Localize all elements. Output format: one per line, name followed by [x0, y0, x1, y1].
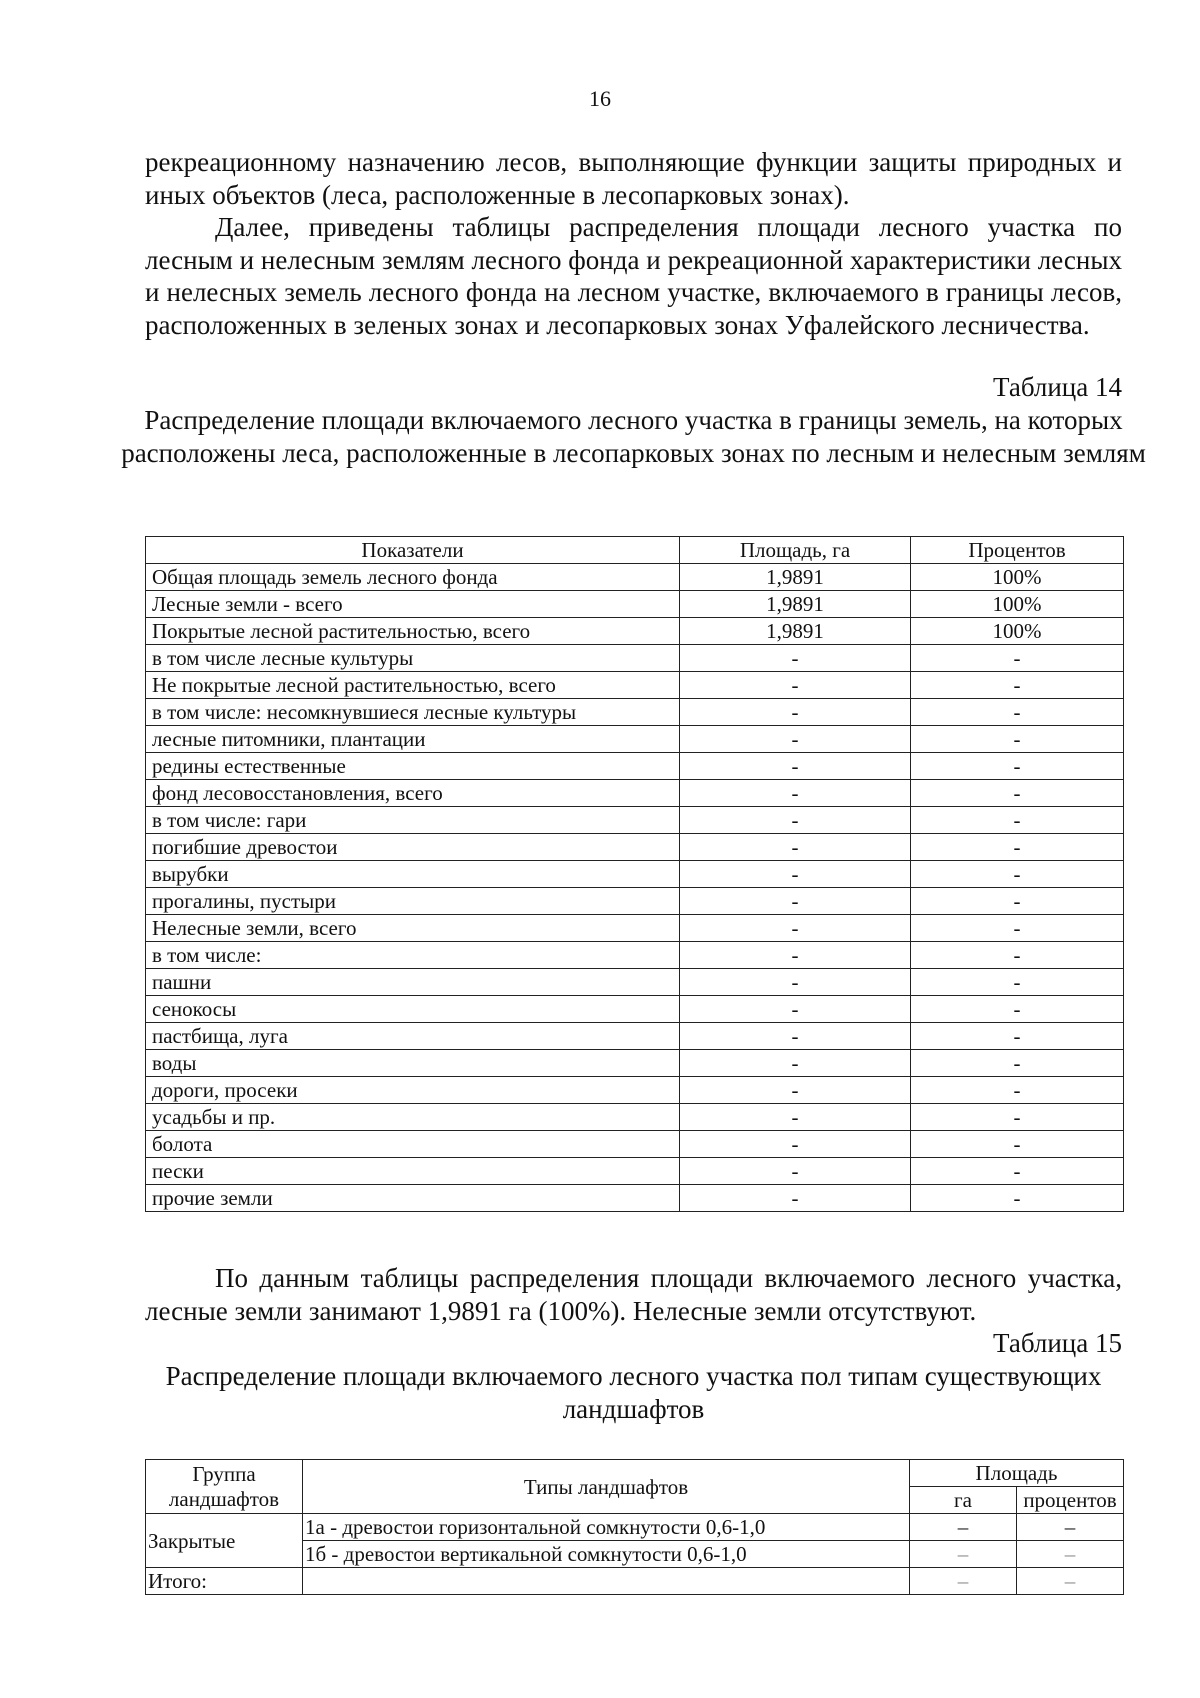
percent-cell: - [911, 1104, 1124, 1131]
percent-cell: - [911, 1023, 1124, 1050]
intro-paragraph-1: рекреационному назначению лесов, выполняющие функции защиты природных и иных объектов (леса, расположенные в лесопарковых зонах). [145, 147, 1122, 210]
area-cell: - [680, 1158, 911, 1185]
indicator-cell: сенокосы [146, 996, 680, 1023]
area-cell: - [680, 861, 911, 888]
indicator-cell: Нелесные земли, всего [146, 915, 680, 942]
area-cell: - [680, 969, 911, 996]
type-cell: 1б - древостои вертикальной сомкнутости 0,6-1,0 [303, 1541, 910, 1568]
percent-cell: - [911, 780, 1124, 807]
area-cell: - [680, 915, 911, 942]
area-cell: - [680, 888, 911, 915]
percent-cell: - [911, 1050, 1124, 1077]
indicator-cell: усадьбы и пр. [146, 1104, 680, 1131]
total-type-cell [303, 1568, 910, 1595]
percent-cell: - [911, 861, 1124, 888]
percent-cell: - [911, 888, 1124, 915]
area-cell: - [680, 1050, 911, 1077]
percent-cell: – [1017, 1541, 1124, 1568]
table-row [146, 915, 1124, 942]
indicator-cell: Покрытые лесной растительностью, всего [146, 618, 680, 645]
indicator-cell: Общая площадь земель лесного фонда [146, 564, 680, 591]
indicator-cell: прочие земли [146, 1185, 680, 1212]
table-row [146, 942, 1124, 969]
indicator-cell: редины естественные [146, 753, 680, 780]
indicator-cell: фонд лесовосстановления, всего [146, 780, 680, 807]
percent-cell: - [911, 1077, 1124, 1104]
area-cell: - [680, 996, 911, 1023]
indicator-cell: воды [146, 1050, 680, 1077]
column-header-types: Типы ландшафтов [303, 1460, 910, 1514]
column-header: Показатели [146, 537, 680, 564]
area-cell: - [680, 1104, 911, 1131]
percent-cell: 100% [911, 564, 1124, 591]
percent-cell: - [911, 1158, 1124, 1185]
percent-cell: - [911, 807, 1124, 834]
table-row [146, 1185, 1124, 1212]
percent-cell: - [911, 645, 1124, 672]
area-cell: - [680, 699, 911, 726]
area-cell: - [680, 1185, 911, 1212]
column-header-ha: га [910, 1487, 1017, 1514]
ha-cell: – [910, 1514, 1017, 1541]
table14 [145, 536, 1124, 1212]
area-cell: - [680, 726, 911, 753]
table-row [146, 1514, 1124, 1541]
column-header: Площадь, га [680, 537, 911, 564]
table-row [146, 807, 1124, 834]
area-cell: - [680, 780, 911, 807]
area-cell: 1,9891 [680, 618, 911, 645]
table15-caption: Распределение площади включаемого лесного участка пол типам существующих ландшафтов [165, 1361, 1102, 1424]
table-row [146, 645, 1124, 672]
percent-cell: - [911, 1131, 1124, 1158]
indicator-cell: пески [146, 1158, 680, 1185]
indicator-cell: лесные питомники, плантации [146, 726, 680, 753]
table-row [146, 1104, 1124, 1131]
area-cell: 1,9891 [680, 564, 911, 591]
table-row [146, 672, 1124, 699]
indicator-cell: в том числе: [146, 942, 680, 969]
percent-cell: 100% [911, 591, 1124, 618]
indicator-cell: дороги, просеки [146, 1077, 680, 1104]
group-cell: Закрытые [146, 1514, 303, 1568]
table-header-row [146, 537, 1124, 564]
indicator-cell: Не покрытые лесной растительностью, всего [146, 672, 680, 699]
percent-cell: - [911, 969, 1124, 996]
column-header: Процентов [911, 537, 1124, 564]
indicator-cell: погибшие древостои [146, 834, 680, 861]
table-row [146, 1077, 1124, 1104]
percent-cell: - [911, 915, 1124, 942]
percent-cell: - [911, 996, 1124, 1023]
table-row [146, 564, 1124, 591]
column-header-area: Площадь [910, 1460, 1124, 1487]
table15 [145, 1459, 1124, 1595]
table-row [146, 1050, 1124, 1077]
area-cell: - [680, 942, 911, 969]
table-row [146, 1023, 1124, 1050]
indicator-cell: пастбища, луга [146, 1023, 680, 1050]
table-row [146, 780, 1124, 807]
percent-cell: - [911, 942, 1124, 969]
table-row [146, 699, 1124, 726]
area-cell: - [680, 1023, 911, 1050]
area-cell: 1,9891 [680, 591, 911, 618]
percent-cell: - [911, 699, 1124, 726]
total-ha-cell: – [910, 1568, 1017, 1595]
intro-text [145, 146, 1122, 341]
type-cell: 1а - древостои горизонтальной сомкнутости 0,6-1,0 [303, 1514, 910, 1541]
table-header-row [146, 1460, 1124, 1487]
table-row [146, 1131, 1124, 1158]
table-row [146, 888, 1124, 915]
total-percent-cell: – [1017, 1568, 1124, 1595]
table14-caption: Распределение площади включаемого лесного участка в границы земель, на которых расположены леса, расположенные в лесопарковых зонах по лесным и нелесным землям [121, 405, 1146, 468]
indicator-cell: в том числе: гари [146, 807, 680, 834]
summary-text: По данным таблицы распределения площади включаемого лесного участка, лесные земли занимают 1,9891 га (100%). Нелесные земли отсутствуют. [145, 1263, 1122, 1326]
table-row [146, 591, 1124, 618]
intro-paragraph-2: Далее, приведены таблицы распределения площади лесного участка по лесным и нелесным землям лесного фонда и рекреационной характеристики лесных и нелесных земель лесного фонда на лесном участке, включаемого в границы лесов, расположенных в зеленых зонах и лесопарковых зонах Уфалейского лесничества. [145, 212, 1122, 340]
area-cell: - [680, 1131, 911, 1158]
page-number: 16 [589, 86, 611, 111]
table-row [146, 996, 1124, 1023]
table-row [146, 969, 1124, 996]
indicator-cell: Лесные земли - всего [146, 591, 680, 618]
table-row [146, 753, 1124, 780]
ha-cell: – [910, 1541, 1017, 1568]
table-row [146, 834, 1124, 861]
area-cell: - [680, 834, 911, 861]
area-cell: - [680, 807, 911, 834]
area-cell: - [680, 672, 911, 699]
column-header-percent: процентов [1017, 1487, 1124, 1514]
indicator-cell: болота [146, 1131, 680, 1158]
area-cell: - [680, 645, 911, 672]
percent-cell: 100% [911, 618, 1124, 645]
table-row [146, 726, 1124, 753]
indicator-cell: в том числе лесные культуры [146, 645, 680, 672]
percent-cell: – [1017, 1514, 1124, 1541]
indicator-cell: вырубки [146, 861, 680, 888]
table15-label: Таблица 15 [993, 1328, 1122, 1358]
column-header-group: Группа ландшафтов [146, 1460, 303, 1514]
table-row [146, 861, 1124, 888]
percent-cell: - [911, 672, 1124, 699]
total-label-cell: Итого: [146, 1568, 303, 1595]
table14-label: Таблица 14 [993, 372, 1122, 402]
area-cell: - [680, 753, 911, 780]
percent-cell: - [911, 1185, 1124, 1212]
table-total-row [146, 1568, 1124, 1595]
percent-cell: - [911, 726, 1124, 753]
table-row [146, 1158, 1124, 1185]
indicator-cell: пашни [146, 969, 680, 996]
indicator-cell: прогалины, пустыри [146, 888, 680, 915]
indicator-cell: в том числе: несомкнувшиеся лесные культуры [146, 699, 680, 726]
table-row [146, 618, 1124, 645]
percent-cell: - [911, 834, 1124, 861]
percent-cell: - [911, 753, 1124, 780]
area-cell: - [680, 1077, 911, 1104]
